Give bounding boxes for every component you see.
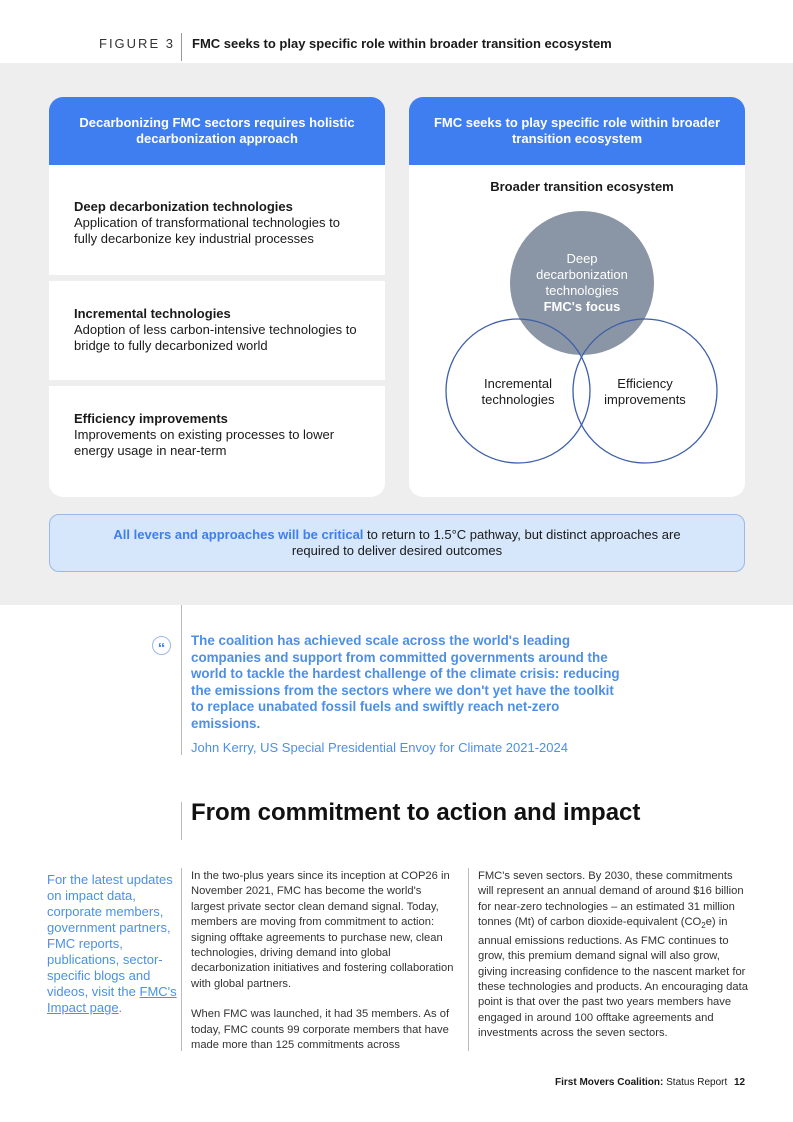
- venn-deep-label-1: Deep: [566, 251, 598, 266]
- body-paragraph: When FMC was launched, it had 35 members. As of today, FMC counts 99 corporate members that have made more than 125 commitments across: [191, 1008, 450, 1052]
- venn-efficiency-label-2: improvements: [604, 392, 686, 407]
- column-divider: [181, 868, 182, 1051]
- figure-label: FIGURE 3: [99, 36, 175, 51]
- section-heading: From commitment to action and impact: [191, 799, 641, 826]
- venn-incremental-label-2: technologies: [481, 392, 555, 407]
- quote-attribution: John Kerry, US Special Presidential Envoy for Climate 2021-2024: [191, 740, 568, 755]
- figure-divider: [181, 33, 182, 61]
- page-number: 12: [734, 1077, 746, 1088]
- approach-card-title: Incremental technologies: [74, 306, 231, 321]
- body-paragraph: In the two-plus years since its inception at COP26 in November 2021, FMC has become the world's largest private sector clean demand signal. Today, members are moving from commitment to action: signing offtake agreements to purchase new, clean technologies, driving demand into global decarbonization initiatives and fostering collaboration with global partners.: [191, 870, 454, 990]
- venn-diagram: [409, 165, 745, 497]
- approach-card-title: Efficiency improvements: [74, 411, 228, 426]
- venn-deep-focus: FMC's focus: [543, 299, 621, 314]
- sidebar-end: .: [118, 1000, 123, 1015]
- approach-card-deep: [49, 165, 385, 275]
- left-panel-header: Decarbonizing FMC sectors requires holistic decarbonization approach: [49, 97, 385, 165]
- figure-title: FMC seeks to play specific role within broader transition ecosystem: [192, 36, 612, 51]
- approach-card-efficiency: [49, 386, 385, 497]
- sidebar-note: [47, 872, 177, 1016]
- sidebar-text: For the latest updates on impact data, corporate members, government partners, FMC reports, publications, sector-specific blogs and videos, visit the: [47, 872, 173, 999]
- venn-deep-label-2: decarbonization: [536, 267, 628, 282]
- venn-efficiency-label-1: Efficiency: [617, 376, 673, 391]
- callout-banner: [49, 514, 745, 572]
- column-divider: [468, 868, 469, 1051]
- heading-divider: [181, 802, 182, 840]
- quote-text: The coalition has achieved scale across the world's leading companies and support from committed governments around the world to tackle the hardest challenge of the climate crisis: reducing the emissions from the sectors where we don't yet have the toolkit to replace unabated fossil fuels and swiftly reach net-zero emissions.: [191, 633, 620, 731]
- approach-card-body: Adoption of less carbon-intensive technologies to bridge to fully decarbonized world: [74, 322, 357, 353]
- body-column-2: [478, 869, 748, 1042]
- venn-deep-label-3: technologies: [545, 283, 619, 298]
- impact-page-link[interactable]: FMC's Impact page: [47, 984, 177, 1015]
- approach-card-title: Deep decarbonization technologies: [74, 199, 293, 214]
- callout-highlight: All levers and approaches will be critical: [113, 527, 364, 542]
- callout-text: to return to 1.5°C pathway, but distinct approaches are required to deliver desired outcomes: [291, 527, 681, 558]
- approach-card-body: Application of transformational technologies to fully decarbonize key industrial processes: [74, 215, 340, 246]
- ecosystem-title: Broader transition ecosystem: [490, 179, 674, 194]
- venn-incremental-label-1: Incremental: [484, 376, 552, 391]
- approach-card-incremental: [49, 281, 385, 380]
- quote-divider: [181, 605, 182, 755]
- approach-card-body: Improvements on existing processes to lower energy usage in near-term: [74, 427, 335, 458]
- body-column-1: [191, 869, 455, 1053]
- right-panel-header: FMC seeks to play specific role within broader transition ecosystem: [409, 97, 745, 165]
- quote-icon: “: [152, 636, 171, 655]
- body-paragraph: FMC's seven sectors. By 2030, these commitments will represent an annual demand of around $16 billion for near-zero technologies – an estimated 31 million tonnes (Mt) of carbon dioxide-equivalent $(CO_2e)$ in annual emissions reductions. As FMC continues to grow, this premium demand signal will also grow, giving increasing confidence to the nascent market for these technologies and products. An encouraging data point is that over the past two years members have engaged in around 100 offtake agreements and investments across the seven sectors.: [478, 870, 748, 1040]
- footer-report-title: First Movers Coalition: Status Report: [555, 1077, 728, 1088]
